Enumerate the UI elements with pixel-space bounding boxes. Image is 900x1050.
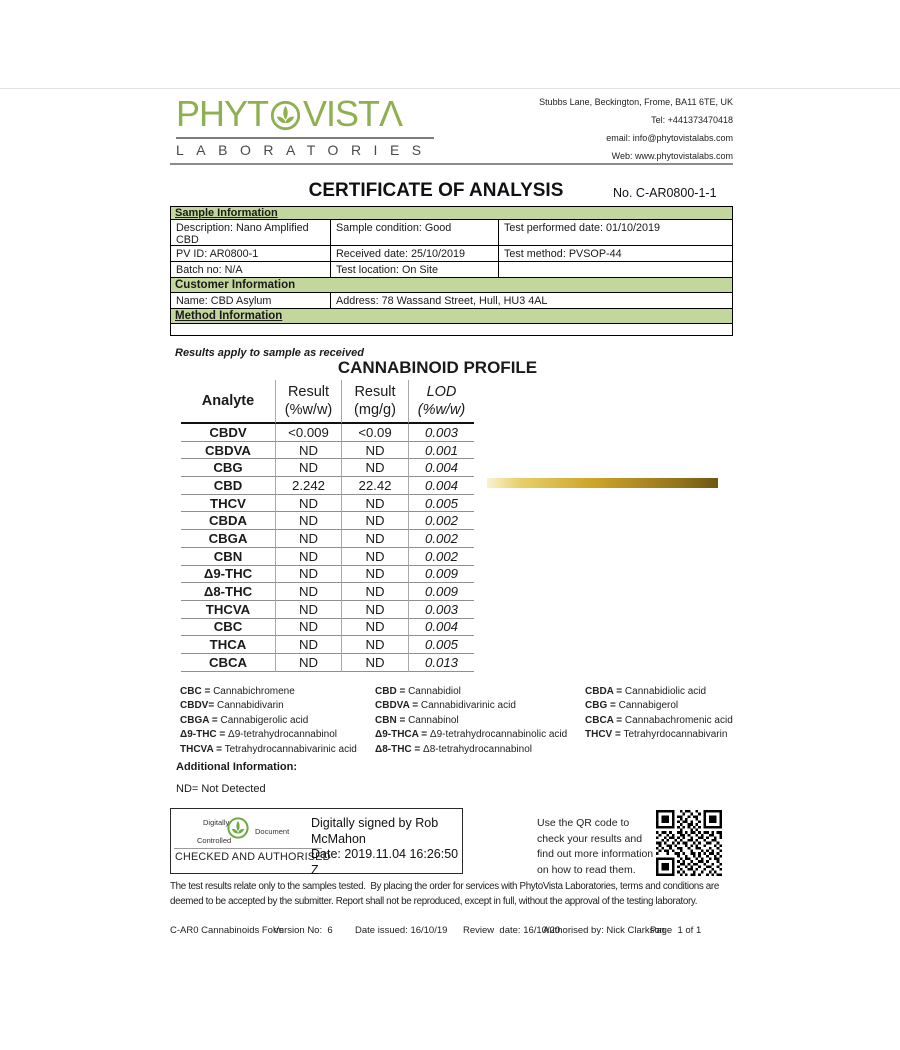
legend-item xyxy=(180,743,375,757)
result-pct: ND xyxy=(275,583,341,601)
legend-abbr: Δ9-THC = xyxy=(180,729,226,741)
lod-value: 0.004 xyxy=(408,619,474,637)
results-note: Results apply to sample as received xyxy=(175,347,364,359)
legend-item xyxy=(375,728,585,742)
table-row xyxy=(181,601,474,619)
result-pct: ND xyxy=(275,459,341,477)
legend-abbr: CBG = xyxy=(585,700,616,712)
col-label: Result xyxy=(287,384,330,400)
lod-value: 0.002 xyxy=(408,548,474,566)
col-label: Result xyxy=(354,384,396,400)
legend-name: Cannabigerol xyxy=(618,700,679,712)
additional-info-title: Additional Information: xyxy=(176,761,297,773)
sample-info-row-1 xyxy=(171,220,732,246)
sample-condition: Sample condition: Good xyxy=(331,220,499,245)
analyte-name: CBN xyxy=(181,548,275,566)
analyte-name: THCV xyxy=(181,495,275,513)
legend-abbr: THCVA = xyxy=(180,743,222,755)
table-row xyxy=(181,619,474,637)
legend-abbr: CBDV= xyxy=(180,700,215,712)
lod-value: 0.002 xyxy=(408,530,474,548)
test-method: Test method: PVSOP-44 xyxy=(504,248,622,260)
logo-part1: PHYT xyxy=(176,93,269,134)
result-mgg: ND xyxy=(341,512,408,530)
leaf-o-icon xyxy=(269,99,302,132)
col-result-mgg xyxy=(341,380,408,424)
legend-name: Cannabichromene xyxy=(213,686,295,697)
result-mgg: ND xyxy=(341,619,408,637)
col-unit: (mg/g) xyxy=(354,402,396,418)
phytovista-logo xyxy=(176,94,434,158)
legend-abbr: Δ9-THCA = xyxy=(375,729,428,741)
legend-item xyxy=(375,699,585,713)
lod-value: 0.013 xyxy=(408,654,474,672)
sample-info-row-2 xyxy=(171,246,732,262)
cannabinoid-table-header xyxy=(181,380,474,424)
stamp-digitally-label: Digitally xyxy=(203,818,230,827)
legend-abbr: CBDVA = xyxy=(375,700,419,712)
legend-item xyxy=(180,728,375,742)
legend-name: Δ9-tetrahydrocannabinol xyxy=(228,729,338,741)
table-row xyxy=(181,477,474,495)
method-info-header-label: Method Information xyxy=(175,310,283,322)
lab-contact-block xyxy=(539,93,733,165)
lod-value: 0.009 xyxy=(408,566,474,584)
table-row xyxy=(181,530,474,548)
col-label: LOD xyxy=(426,384,457,400)
customer-name: Name: CBD Asylum xyxy=(171,293,331,308)
legend-abbr: CBN = xyxy=(375,714,406,726)
result-pct: ND xyxy=(275,601,341,619)
legend-item xyxy=(585,699,735,713)
table-row xyxy=(181,583,474,601)
legend-name: Cannabigerolic acid xyxy=(220,714,309,726)
analyte-name: THCA xyxy=(181,636,275,654)
lod-value: 0.003 xyxy=(408,601,474,619)
legend-item xyxy=(375,743,585,757)
sample-info-row-3 xyxy=(171,262,732,278)
legend-column-1 xyxy=(180,685,375,757)
lod-value: 0.005 xyxy=(408,495,474,513)
table-row xyxy=(181,459,474,477)
test-location: Test location: On Site xyxy=(331,262,499,277)
result-pct: ND xyxy=(275,530,341,548)
legend-name: Cannabachromenic acid xyxy=(624,714,733,726)
result-mgg: ND xyxy=(341,566,408,584)
legend-abbr: Δ8-THC = xyxy=(375,743,421,755)
sample-description: Description: Nano Amplified CBD xyxy=(171,220,331,245)
stamp-document-label: Document xyxy=(255,827,290,836)
col-unit: (%w/w) xyxy=(417,402,466,418)
legend-name: Cannabinol xyxy=(408,714,459,726)
legend-name: Cannabidivarin xyxy=(216,700,284,712)
authorised-by: Authorised by: Nick Clarkson xyxy=(543,925,665,936)
lod-value: 0.002 xyxy=(408,512,474,530)
info-table xyxy=(170,206,733,336)
result-mgg: ND xyxy=(341,654,408,672)
legend-abbr: CBCA = xyxy=(585,714,623,726)
logo-laboratories: LABORATORIES xyxy=(176,137,434,158)
result-mgg: ND xyxy=(341,442,408,460)
legend-abbr: CBD = xyxy=(375,686,406,697)
test-performed-date: Test performed date: 01/10/2019 xyxy=(504,222,661,234)
analyte-name: CBD xyxy=(181,477,275,495)
legend-item xyxy=(585,714,735,728)
result-pct: ND xyxy=(275,512,341,530)
nd-definition: ND= Not Detected xyxy=(176,783,266,795)
legend-name: Tetrahydrocannabivarinic acid xyxy=(224,743,357,755)
lab-address: Stubbs Lane, Beckington, Frome, BA11 6TE, UK xyxy=(539,97,733,107)
analyte-name: CBDA xyxy=(181,512,275,530)
cannabinoid-table xyxy=(181,380,474,672)
legend-name: Cannabidiolic acid xyxy=(624,686,707,697)
legend-item xyxy=(585,685,735,699)
lod-value: 0.004 xyxy=(408,459,474,477)
result-mgg: ND xyxy=(341,495,408,513)
empty-cell xyxy=(171,324,732,335)
legend-item xyxy=(180,685,375,699)
legend-item xyxy=(375,714,585,728)
legend-item xyxy=(375,685,585,699)
legend-abbr: THCV = xyxy=(585,729,621,741)
legend-abbr: CBC = xyxy=(180,686,211,697)
analyte-name: CBG xyxy=(181,459,275,477)
review-date: Review date: 16/10/20 xyxy=(463,925,561,936)
method-empty-row xyxy=(171,324,732,335)
legend-name: Cannabidiol xyxy=(408,686,461,697)
legend-item xyxy=(585,728,735,742)
lod-value: 0.005 xyxy=(408,636,474,654)
pv-id: PV ID: AR0800-1 xyxy=(171,246,331,261)
sample-info-header xyxy=(171,207,732,220)
customer-info-header: Customer Information xyxy=(171,278,732,293)
col-analyte xyxy=(181,380,275,424)
col-label: Analyte xyxy=(201,393,255,409)
legend-item xyxy=(180,699,375,713)
logo-wordmark xyxy=(176,94,434,134)
legend-item xyxy=(180,714,375,728)
analyte-name: Δ9-THC xyxy=(181,566,275,584)
form-id: C-AR0 Cannabinoids Form xyxy=(170,925,285,936)
result-pct: ND xyxy=(275,566,341,584)
result-mgg: ND xyxy=(341,459,408,477)
result-pct: ND xyxy=(275,495,341,513)
result-pct: ND xyxy=(275,548,341,566)
analyte-name: Δ8-THC xyxy=(181,583,275,601)
qr-instructions: Use the QR code to check your results and find out more information on how to read them. xyxy=(537,817,654,876)
certificate-title: CERTIFICATE OF ANALYSIS xyxy=(308,180,564,201)
legend-name: Cannabidivarinic acid xyxy=(420,700,516,712)
table-row xyxy=(181,654,474,672)
legend-column-3 xyxy=(585,685,735,743)
result-pct: ND xyxy=(275,619,341,637)
legend-abbr: CBDA = xyxy=(585,686,623,697)
result-mgg: ND xyxy=(341,583,408,601)
result-pct: 2.242 xyxy=(275,477,341,495)
analyte-name: CBDVA xyxy=(181,442,275,460)
gold-highlight-bar xyxy=(487,478,718,488)
stamp-controlled-label: Controlled xyxy=(197,836,232,845)
analyte-name: CBGA xyxy=(181,530,275,548)
sample-info-header-label: Sample Information xyxy=(175,207,278,219)
result-pct: ND xyxy=(275,442,341,460)
method-info-header xyxy=(171,309,732,324)
legend-name: Δ9-tetrahydrocannabinolic acid xyxy=(429,729,568,741)
result-pct: ND xyxy=(275,654,341,672)
cannabinoid-profile-title: CANNABINOID PROFILE xyxy=(337,358,538,377)
col-result-pct xyxy=(275,380,341,424)
table-row xyxy=(181,636,474,654)
received-date: Received date: 25/10/2019 xyxy=(331,246,499,261)
checked-authorised-label: CHECKED AND AUTHORISED xyxy=(175,851,331,863)
stamp-divider xyxy=(174,848,322,849)
table-row xyxy=(181,566,474,584)
digital-signature-text xyxy=(311,816,459,878)
page-number: Page 1 of 1 xyxy=(650,925,702,936)
customer-row xyxy=(171,293,732,309)
result-mgg: <0.09 xyxy=(341,424,408,442)
certificate-number: No. C-AR0800-1-1 xyxy=(613,186,717,200)
lod-value: 0.001 xyxy=(408,442,474,460)
legend-column-2 xyxy=(375,685,585,757)
table-row xyxy=(181,424,474,442)
col-unit: (%w/w) xyxy=(284,402,333,418)
stamp-leaf-icon xyxy=(226,816,250,840)
qr-code xyxy=(656,810,722,876)
result-pct: <0.009 xyxy=(275,424,341,442)
table-row xyxy=(181,495,474,513)
signed-by: Digitally signed by Rob McMahon xyxy=(311,816,439,846)
result-mgg: ND xyxy=(341,636,408,654)
lab-web: Web: www.phytovistalabs.com xyxy=(611,151,733,161)
batch-no: Batch no: N/A xyxy=(171,262,331,277)
result-mgg: 22.42 xyxy=(341,477,408,495)
result-mgg: ND xyxy=(341,601,408,619)
analyte-name: CBDV xyxy=(181,424,275,442)
col-lod xyxy=(408,380,474,424)
lab-tel: Tel: +441373470418 xyxy=(651,115,733,125)
version-no: Version No: 6 xyxy=(273,925,333,936)
page-top-rule xyxy=(0,88,900,89)
lod-value: 0.004 xyxy=(408,477,474,495)
result-pct: ND xyxy=(275,636,341,654)
lod-value: 0.009 xyxy=(408,583,474,601)
footer-row xyxy=(170,925,733,939)
analyte-name: CBCA xyxy=(181,654,275,672)
table-row xyxy=(181,512,474,530)
table-row xyxy=(181,442,474,460)
customer-address: Address: 78 Wassand Street, Hull, HU3 4AL xyxy=(336,295,548,307)
lab-email: email: info@phytovistalabs.com xyxy=(606,133,733,143)
legend-name: Tetrahyrdocannabivarin xyxy=(623,729,728,741)
empty-cell xyxy=(499,262,732,277)
analyte-name: CBC xyxy=(181,619,275,637)
result-mgg: ND xyxy=(341,530,408,548)
logo-part2: VISTΛ xyxy=(303,93,403,134)
disclaimer-text: The test results relate only to the samples tested. By placing the order for services with PhytoVista Laboratories, terms and conditions are deemed to be accepted by the submitter. Report shall not be reproduced, except in full, without the approval of the testing laboratory. xyxy=(170,881,722,907)
signature-box xyxy=(170,808,463,877)
analyte-name: THCVA xyxy=(181,601,275,619)
legend-abbr: CBGA = xyxy=(180,714,218,726)
legend-name: Δ8-tetrahydrocannabinol xyxy=(423,743,533,755)
table-row xyxy=(181,548,474,566)
signed-date: Date: 2019.11.04 16:26:50 Z xyxy=(311,847,459,877)
date-issued: Date issued: 16/10/19 xyxy=(355,925,448,936)
result-mgg: ND xyxy=(341,548,408,566)
header-divider xyxy=(170,163,733,165)
lod-value: 0.003 xyxy=(408,424,474,442)
